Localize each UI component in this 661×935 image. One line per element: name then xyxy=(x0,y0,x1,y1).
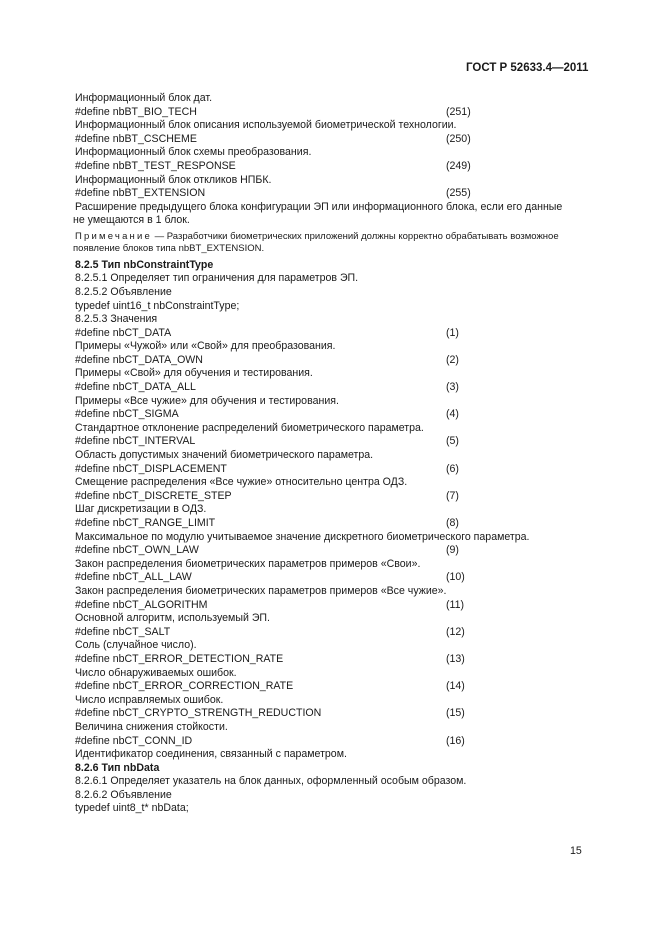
intro-block xyxy=(75,92,587,228)
line-text: Расширение предыдущего блока конфигурации ЭП или информационного блока, если его данные xyxy=(75,200,563,213)
line-text: Примеры «Свой» для обучения и тестирования. xyxy=(75,367,313,380)
define-line xyxy=(75,463,587,477)
text-line xyxy=(75,531,587,545)
line-text: Закон распределения биометрических параметров примеров «Свои». xyxy=(75,557,421,570)
line-text: #define nbBT_EXTENSION xyxy=(75,187,206,200)
text-line xyxy=(75,639,587,653)
define-line xyxy=(75,106,587,120)
define-line xyxy=(75,160,587,174)
line-text: Примеры «Все чужие» для обучения и тестирования. xyxy=(75,394,339,407)
equation-number: (11) xyxy=(446,598,465,611)
text-line xyxy=(75,174,587,188)
equation-number: (255) xyxy=(446,187,471,200)
line-text: #define nbCT_DISPLACEMENT xyxy=(75,462,227,475)
define-line xyxy=(75,571,587,585)
line-text: Шаг дискретизации в ОДЗ. xyxy=(75,503,207,516)
text-line xyxy=(75,286,587,300)
text-line xyxy=(75,272,587,286)
text-line xyxy=(75,395,587,409)
line-text: #define nbCT_RANGE_LIMIT xyxy=(75,517,216,529)
line-text: #define nbCT_ERROR_CORRECTION_RATE xyxy=(75,680,294,693)
line-text: #define nbCT_DATA_OWN xyxy=(75,353,203,366)
equation-number: (14) xyxy=(446,680,465,693)
line-text: #define nbCT_SALT xyxy=(75,625,171,638)
line-text: #define nbCT_DISCRETE_STEP xyxy=(75,489,232,502)
line-text: Стандартное отклонение распределений биометрического параметра. xyxy=(75,421,424,434)
text-line xyxy=(75,748,587,762)
note-line-1 xyxy=(75,231,587,244)
text-line xyxy=(75,721,587,735)
line-text: Смещение распределения «Все чужие» относительно центра ОДЗ. xyxy=(75,476,408,489)
line-text: #define nbCT_OWN_LAW xyxy=(75,544,199,557)
note-block xyxy=(75,231,587,257)
text-line xyxy=(75,422,587,436)
line-text: Основной алгоритм, используемый ЭП. xyxy=(75,612,270,625)
line-text: 8.2.5.1 Определяет тип ограничения для параметров ЭП. xyxy=(75,272,359,285)
define-line xyxy=(75,653,587,667)
define-line xyxy=(75,327,587,341)
text-line xyxy=(75,612,587,626)
define-line xyxy=(75,490,587,504)
line-text: #define nbBT_TEST_RESPONSE xyxy=(75,159,236,172)
line-text: Величина снижения стойкости. xyxy=(75,720,228,733)
define-line xyxy=(75,133,587,147)
line-text: #define nbCT_CRYPTO_STRENGTH_REDUCTION xyxy=(75,707,322,720)
text-line xyxy=(75,201,587,215)
equation-number: (6) xyxy=(446,462,459,475)
text-line xyxy=(75,146,587,160)
define-line xyxy=(75,187,587,201)
define-line xyxy=(75,435,587,449)
line-text: #define nbCT_INTERVAL xyxy=(75,435,196,448)
text-line xyxy=(75,694,587,708)
text-line xyxy=(75,476,587,490)
note-label: Примечание xyxy=(75,230,152,242)
text-line xyxy=(75,802,587,816)
equation-number: (16) xyxy=(446,734,465,747)
note-line-2: появление блоков типа nbBT_EXTENSION. xyxy=(73,243,265,255)
equation-number: (12) xyxy=(446,625,465,638)
equation-number: (5) xyxy=(446,435,459,448)
define-line xyxy=(75,381,587,395)
line-text: Информационный блок схемы преобразования. xyxy=(75,146,312,159)
define-line xyxy=(75,408,587,422)
line-text: 8.2.5.2 Объявление xyxy=(75,285,172,298)
define-line xyxy=(75,599,587,613)
note-text: — Разработчики биометрических приложений должны корректно обрабатывать возможное xyxy=(152,230,559,242)
define-line xyxy=(75,354,587,368)
section-heading xyxy=(75,762,587,776)
line-text: #define nbCT_SIGMA xyxy=(75,408,179,421)
line-text: #define nbCT_ALL_LAW xyxy=(75,571,192,584)
equation-number: (7) xyxy=(446,489,459,502)
text-line xyxy=(75,119,587,133)
equation-number: (10) xyxy=(446,571,465,584)
equation-number: (250) xyxy=(446,132,471,145)
line-text: Идентификатор соединения, связанный с параметром. xyxy=(75,748,347,761)
line-text: typedef uint16_t nbConstraintType; xyxy=(75,299,240,312)
define-line xyxy=(75,707,587,721)
text-line xyxy=(75,367,587,381)
line-text: Число обнаруживаемых ошибок. xyxy=(75,666,237,679)
page-content xyxy=(75,92,587,816)
equation-number: (8) xyxy=(446,517,459,529)
text-line xyxy=(75,300,587,314)
text-line xyxy=(75,775,587,789)
section-block xyxy=(75,259,587,816)
line-text: Примеры «Чужой» или «Свой» для преобразования. xyxy=(75,340,336,353)
text-line xyxy=(75,449,587,463)
document-header: ГОСТ Р 52633.4—2011 xyxy=(466,62,589,74)
text-line xyxy=(75,313,587,327)
define-line xyxy=(75,680,587,694)
text-line xyxy=(75,92,587,106)
line-text: 8.2.5.3 Значения xyxy=(75,313,158,326)
line-text: #define nbBT_CSCHEME xyxy=(75,132,197,145)
equation-number: (251) xyxy=(446,105,471,118)
equation-number: (13) xyxy=(446,652,465,665)
equation-number: (15) xyxy=(446,707,465,720)
line-text: Закон распределения биометрических параметров примеров «Все чужие». xyxy=(75,584,447,597)
define-line xyxy=(75,544,587,558)
section-heading xyxy=(75,259,587,273)
line-text: #define nbCT_DATA xyxy=(75,326,172,339)
line-text: 8.2.6.2 Объявление xyxy=(75,788,172,801)
text-line xyxy=(75,667,587,681)
line-text: #define nbCT_DATA_ALL xyxy=(75,381,196,394)
page-number: 15 xyxy=(570,845,582,857)
text-line xyxy=(75,789,587,803)
equation-number: (2) xyxy=(446,353,459,366)
equation-number: (9) xyxy=(446,544,459,557)
line-text: не умещаются в 1 блок. xyxy=(73,214,190,227)
text-line xyxy=(75,585,587,599)
line-text: Соль (случайное число). xyxy=(75,639,197,652)
line-text: #define nbCT_ERROR_DETECTION_RATE xyxy=(75,652,284,665)
text-line xyxy=(75,340,587,354)
define-line xyxy=(75,517,587,531)
line-text: Число исправляемых ошибок. xyxy=(75,693,224,706)
text-line xyxy=(75,558,587,572)
equation-number: (1) xyxy=(446,326,459,339)
line-text: 8.2.6.1 Определяет указатель на блок данных, оформленный особым образом. xyxy=(75,775,467,788)
line-text: #define nbCT_ALGORITHM xyxy=(75,598,208,611)
define-line xyxy=(75,626,587,640)
line-text: #define nbBT_BIO_TECH xyxy=(75,105,197,118)
line-text: Информационный блок откликов НПБК. xyxy=(75,173,272,186)
text-line xyxy=(75,503,587,517)
text-line xyxy=(73,214,587,228)
line-text: 8.2.5 Тип nbConstraintType xyxy=(75,258,214,271)
equation-number: (3) xyxy=(446,381,459,394)
line-text: 8.2.6 Тип nbData xyxy=(75,761,160,774)
equation-number: (4) xyxy=(446,408,459,421)
equation-number: (249) xyxy=(446,159,471,172)
line-text: Область допустимых значений биометрического параметра. xyxy=(75,449,374,462)
line-text: Информационный блок описания используемой биометрической технологии. xyxy=(75,119,457,132)
line-text: #define nbCT_CONN_ID xyxy=(75,734,193,747)
line-text: typedef uint8_t* nbData; xyxy=(75,802,189,815)
line-text: Информационный блок дат. xyxy=(75,92,213,104)
define-line xyxy=(75,735,587,749)
line-text: Максимальное по модулю учитываемое значение дискретного биометрического параметра. xyxy=(75,530,530,543)
